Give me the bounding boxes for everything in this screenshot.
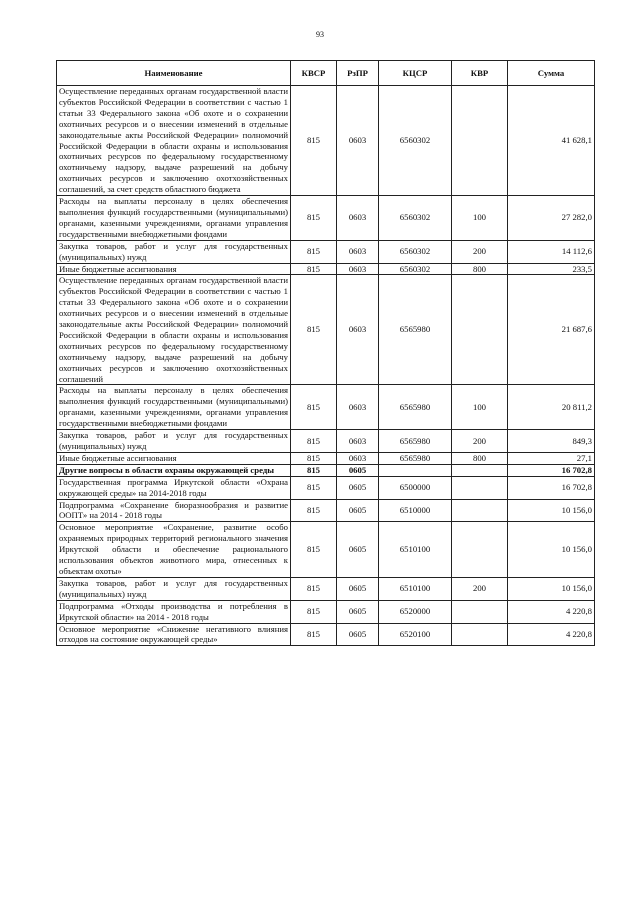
cell-kcsr: 6510000	[379, 499, 452, 522]
table-row	[57, 600, 595, 623]
cell-sum: 233,5	[508, 263, 595, 275]
cell-kvr	[452, 476, 508, 499]
cell-kcsr: 6560302	[379, 196, 452, 241]
cell-kvr: 800	[452, 263, 508, 275]
cell-rzpr: 0605	[337, 464, 379, 476]
cell-rzpr: 0603	[337, 86, 379, 196]
cell-name: Подпрограмма «Отходы производства и потребления в Иркутской области» на 2014 - 2018 годы	[57, 600, 291, 623]
cell-name: Иные бюджетные ассигнования	[57, 263, 291, 275]
cell-sum: 14 112,6	[508, 240, 595, 263]
table-row	[57, 522, 595, 578]
header-kvr: КВР	[452, 61, 508, 86]
cell-kvr	[452, 623, 508, 646]
cell-rzpr: 0603	[337, 263, 379, 275]
cell-rzpr: 0605	[337, 522, 379, 578]
cell-sum: 16 702,8	[508, 464, 595, 476]
cell-sum: 849,3	[508, 430, 595, 453]
table-row	[57, 275, 595, 385]
cell-sum: 21 687,6	[508, 275, 595, 385]
cell-rzpr: 0605	[337, 476, 379, 499]
cell-kvr: 200	[452, 577, 508, 600]
cell-sum: 4 220,8	[508, 600, 595, 623]
cell-sum: 41 628,1	[508, 86, 595, 196]
cell-sum: 4 220,8	[508, 623, 595, 646]
budget-table	[56, 60, 595, 646]
cell-kvr: 100	[452, 385, 508, 430]
cell-kcsr	[379, 464, 452, 476]
table-row	[57, 263, 595, 275]
cell-kvr	[452, 275, 508, 385]
cell-kvr: 200	[452, 240, 508, 263]
cell-kcsr: 6565980	[379, 385, 452, 430]
cell-name: Основное мероприятие «Сохранение, развитие особо охраняемых природных территорий регионального значения Иркутской области и обеспечение рационального использования объектов животного мира, отнесенных к объектам охоты»	[57, 522, 291, 578]
cell-rzpr: 0605	[337, 499, 379, 522]
cell-kvr	[452, 499, 508, 522]
cell-name: Расходы на выплаты персоналу в целях обеспечения выполнения функций государственными (муниципальными) органами, казенными учреждениями, органами управления государственными внебюджетными фондами	[57, 196, 291, 241]
cell-rzpr: 0603	[337, 452, 379, 464]
cell-name: Закупка товаров, работ и услуг для государственных (муниципальных) нужд	[57, 240, 291, 263]
cell-rzpr: 0603	[337, 430, 379, 453]
cell-kvsr: 815	[291, 499, 337, 522]
cell-name: Закупка товаров, работ и услуг для государственных (муниципальных) нужд	[57, 430, 291, 453]
cell-name: Государственная программа Иркутской области «Охрана окружающей среды» на 2014-2018 годы	[57, 476, 291, 499]
cell-sum: 27,1	[508, 452, 595, 464]
cell-rzpr: 0605	[337, 600, 379, 623]
cell-rzpr: 0603	[337, 196, 379, 241]
cell-sum: 10 156,0	[508, 499, 595, 522]
cell-name: Основное мероприятие «Снижение негативного влияния отходов на состояние окружающей среды»	[57, 623, 291, 646]
cell-rzpr: 0605	[337, 623, 379, 646]
header-name: Наименование	[57, 61, 291, 86]
cell-name: Осуществление переданных органам государственной власти субъектов Российской Федерации в соответствии с частью 1 статьи 33 Федерального закона «Об охоте и о сохранении охотничьих ресурсов и о внесении изменений в отдельные законодательные акты Российской Федерации» полномочий Российской Федерации в области охраны и использования охотничьих ресурсов по федеральному государственному охотничьему надзору, выдаче разрешений на добычу охотничьих ресурсов и заключению охотхозяйственных соглашений, за счет средств областного бюджета	[57, 86, 291, 196]
page-number: 93	[316, 30, 324, 39]
cell-sum: 27 282,0	[508, 196, 595, 241]
cell-kvsr: 815	[291, 240, 337, 263]
cell-kvsr: 815	[291, 522, 337, 578]
header-kvsr: КВСР	[291, 61, 337, 86]
cell-kvsr: 815	[291, 430, 337, 453]
cell-kvr	[452, 86, 508, 196]
cell-name: Расходы на выплаты персоналу в целях обеспечения выполнения функций государственными (муниципальными) органами, казенными учреждениями, органами управления государственными внебюджетными фондами	[57, 385, 291, 430]
cell-kvsr: 815	[291, 600, 337, 623]
header-sum: Сумма	[508, 61, 595, 86]
cell-kvsr: 815	[291, 385, 337, 430]
header-rzpr: РзПР	[337, 61, 379, 86]
cell-kcsr: 6560302	[379, 86, 452, 196]
cell-kvsr: 815	[291, 86, 337, 196]
cell-kvsr: 815	[291, 275, 337, 385]
cell-sum: 10 156,0	[508, 522, 595, 578]
cell-name: Другие вопросы в области охраны окружающей среды	[57, 464, 291, 476]
cell-kvr	[452, 522, 508, 578]
cell-kvr: 100	[452, 196, 508, 241]
cell-kvsr: 815	[291, 464, 337, 476]
cell-rzpr: 0603	[337, 240, 379, 263]
table-row	[57, 240, 595, 263]
table-row	[57, 623, 595, 646]
table-row	[57, 196, 595, 241]
cell-sum: 16 702,8	[508, 476, 595, 499]
cell-kcsr: 6565980	[379, 452, 452, 464]
cell-kvsr: 815	[291, 476, 337, 499]
cell-rzpr: 0603	[337, 385, 379, 430]
cell-kvr: 800	[452, 452, 508, 464]
cell-kvsr: 815	[291, 196, 337, 241]
cell-kvsr: 815	[291, 623, 337, 646]
cell-sum: 10 156,0	[508, 577, 595, 600]
cell-name: Иные бюджетные ассигнования	[57, 452, 291, 464]
cell-kvr	[452, 464, 508, 476]
cell-rzpr: 0605	[337, 577, 379, 600]
cell-kcsr: 6510100	[379, 522, 452, 578]
table-row	[57, 452, 595, 464]
cell-kvsr: 815	[291, 577, 337, 600]
table-header-row	[57, 61, 595, 86]
cell-kcsr: 6560302	[379, 263, 452, 275]
table-row	[57, 499, 595, 522]
cell-kvsr: 815	[291, 452, 337, 464]
table-row	[57, 476, 595, 499]
cell-kvr: 200	[452, 430, 508, 453]
cell-name: Осуществление переданных органам государственной власти субъектов Российской Федерации в соответствии с частью 1 статьи 33 Федерального закона «Об охоте и о сохранении охотничьих ресурсов и о внесении изменений в отдельные законодательные акты Российской Федерации» полномочий Российской Федерации в области охраны и использования охотничьих ресурсов по федеральному государственному охотничьему надзору, выдаче разрешений на добычу охотничьих ресурсов и заключению охотхозяйственных соглашений	[57, 275, 291, 385]
cell-kcsr: 6565980	[379, 430, 452, 453]
cell-kvsr: 815	[291, 263, 337, 275]
cell-sum: 20 811,2	[508, 385, 595, 430]
cell-kcsr: 6510100	[379, 577, 452, 600]
table-row	[57, 464, 595, 476]
table-row	[57, 385, 595, 430]
cell-kcsr: 6565980	[379, 275, 452, 385]
table-row	[57, 86, 595, 196]
cell-kvr	[452, 600, 508, 623]
cell-kcsr: 6500000	[379, 476, 452, 499]
table-row	[57, 430, 595, 453]
cell-name: Закупка товаров, работ и услуг для государственных (муниципальных) нужд	[57, 577, 291, 600]
cell-kcsr: 6520100	[379, 623, 452, 646]
table-row	[57, 577, 595, 600]
cell-name: Подпрограмма «Сохранение биоразнообразия и развитие ООПТ» на 2014 - 2018 годы	[57, 499, 291, 522]
cell-kcsr: 6520000	[379, 600, 452, 623]
header-kcsr: КЦСР	[379, 61, 452, 86]
cell-kcsr: 6560302	[379, 240, 452, 263]
cell-rzpr: 0603	[337, 275, 379, 385]
